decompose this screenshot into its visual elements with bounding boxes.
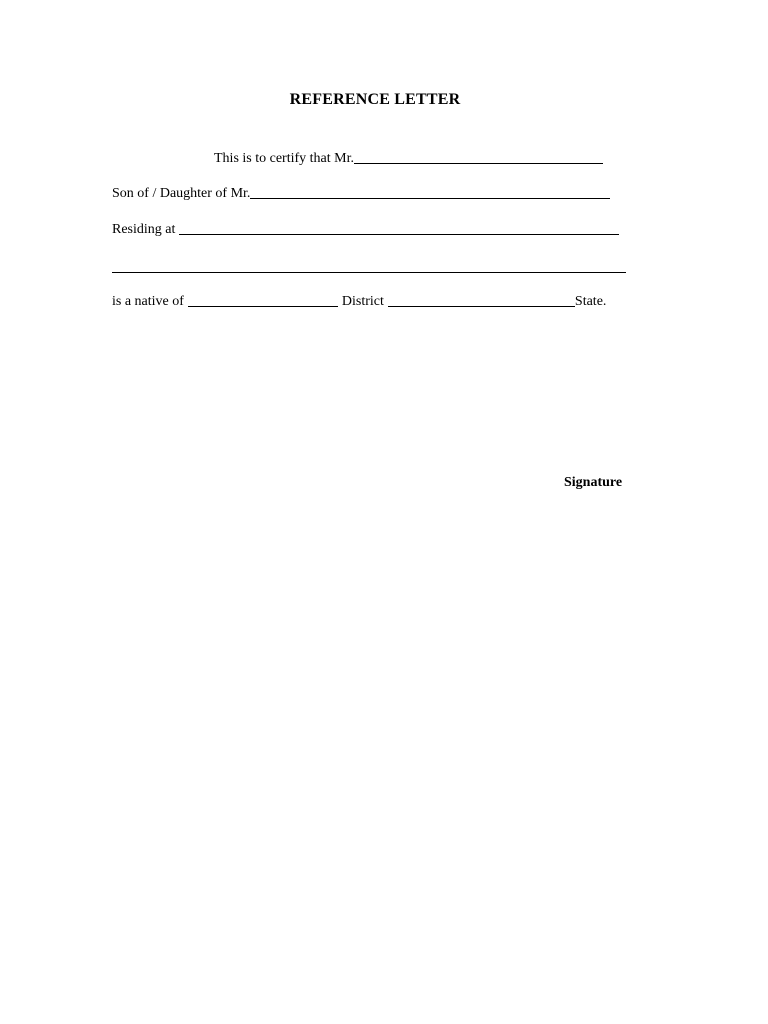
state-text: State. — [574, 294, 607, 309]
native-text: is a native of — [112, 294, 184, 309]
signature-label: Signature — [564, 475, 623, 490]
district-blank — [188, 305, 338, 307]
certify-text: This is to certify that Mr. — [214, 151, 354, 166]
document-title: REFERENCE LETTER — [289, 91, 461, 108]
name-blank — [354, 162, 603, 164]
district-text: District — [341, 294, 384, 309]
native-line — [112, 294, 606, 310]
certify-line — [214, 151, 603, 167]
residing-line — [112, 222, 619, 238]
residing-text: Residing at — [112, 222, 176, 237]
parent-text: Son of / Daughter of Mr. — [112, 186, 251, 201]
address-blank — [179, 233, 619, 235]
parent-line — [112, 186, 610, 202]
parent-name-blank — [250, 197, 610, 199]
address-blank-line-2 — [112, 272, 626, 273]
state-blank — [388, 305, 575, 307]
